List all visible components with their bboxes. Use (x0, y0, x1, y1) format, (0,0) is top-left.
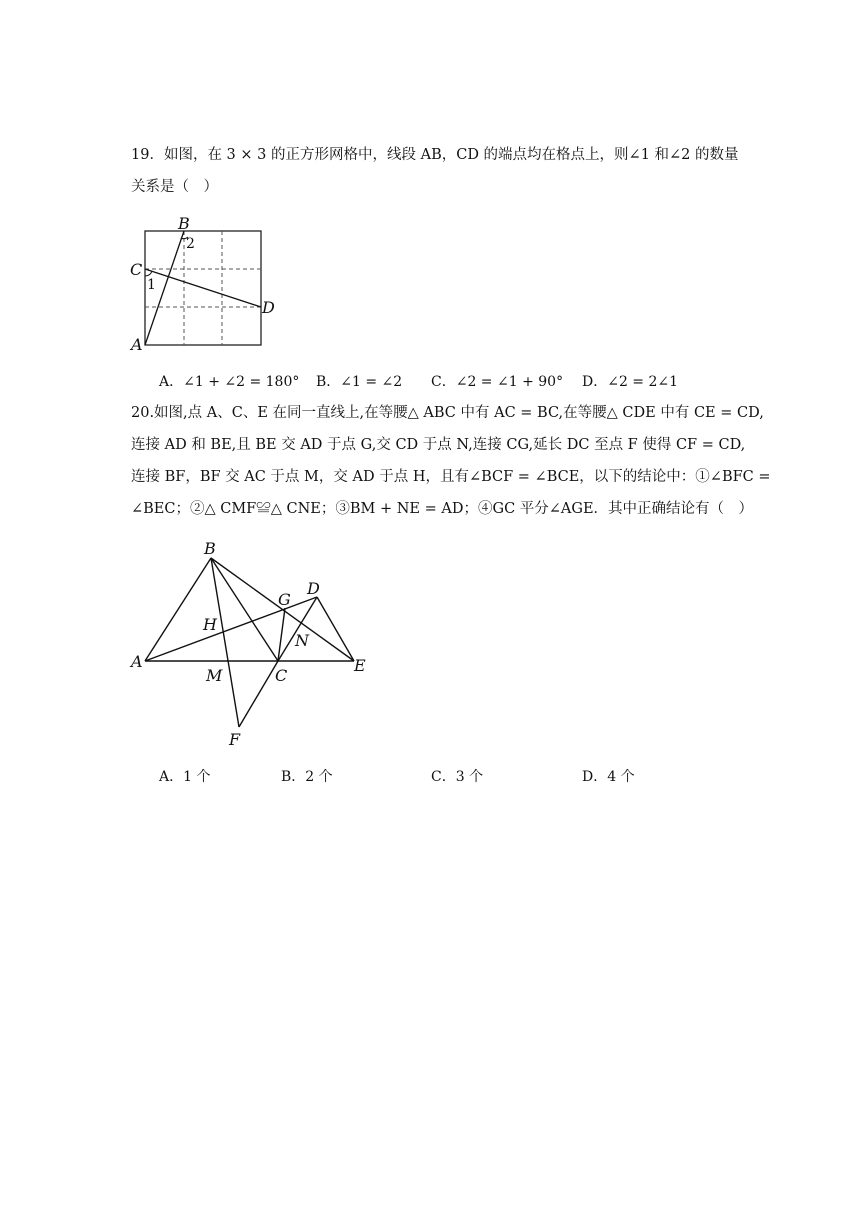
label-c: C (275, 666, 288, 685)
question-20-option-c[interactable]: C．3 个 (431, 769, 484, 785)
label-f: F (229, 730, 241, 749)
question-19-option-d[interactable]: D．∠2 = 2∠1 (582, 374, 679, 390)
label-n: N (295, 631, 309, 650)
label-d: D (262, 298, 275, 317)
question-19-figure (125, 210, 285, 355)
question-19-line-1: 19．如图，在 3 × 3 的正方形网格中，线段 AB，CD 的端点均在格点上，则∠1 和∠2 的数量 (131, 147, 739, 163)
question-20-option-d[interactable]: D．4 个 (582, 769, 635, 785)
question-19-text (131, 139, 739, 203)
question-20-figure (125, 535, 385, 755)
segment-cd (145, 269, 261, 307)
label-a: A (131, 652, 143, 671)
label-a: A (131, 335, 143, 354)
question-19-option-b[interactable]: B．∠1 = ∠2 (316, 374, 403, 390)
label-b: B (178, 214, 190, 233)
question-20-line-4: ∠BEC；②△ CMF≌△ CNE；③BM + NE = AD；④GC 平分∠AGE．其中正确结论有（ ） (131, 501, 754, 517)
question-20-line-3: 连接 BF，BF 交 AC 于点 M，交 AD 于点 H，且有∠BCF = ∠BCE，以下的结论中：①∠BFC = (131, 469, 771, 485)
label-h: H (203, 615, 217, 634)
question-20-option-b[interactable]: B．2 个 (281, 769, 333, 785)
question-19-line-2: 关系是（ ） (131, 179, 218, 195)
question-19-option-a[interactable]: A．∠1 + ∠2 = 180° (159, 374, 300, 390)
question-20-text (131, 397, 771, 525)
angle-1-label: 1 (147, 277, 156, 293)
label-e: E (354, 656, 366, 675)
question-19-option-c[interactable]: C．∠2 = ∠1 + 90° (431, 374, 564, 390)
label-g: G (278, 590, 291, 609)
label-b: B (204, 539, 216, 558)
question-20-option-a[interactable]: A．1 个 (159, 769, 211, 785)
label-d: D (307, 579, 320, 598)
label-m: M (206, 666, 223, 685)
question-20-line-2: 连接 AD 和 BE,且 BE 交 AD 于点 G,交 CD 于点 N,连接 CG,延长 DC 至点 F 使得 CF = CD, (131, 437, 746, 453)
angle-2-label: 2 (186, 236, 195, 252)
question-20-line-1: 20.如图,点 A、C、E 在同一直线上,在等腰△ ABC 中有 AC = BC,在等腰△ CDE 中有 CE = CD, (131, 405, 764, 421)
label-c: C (130, 260, 143, 279)
